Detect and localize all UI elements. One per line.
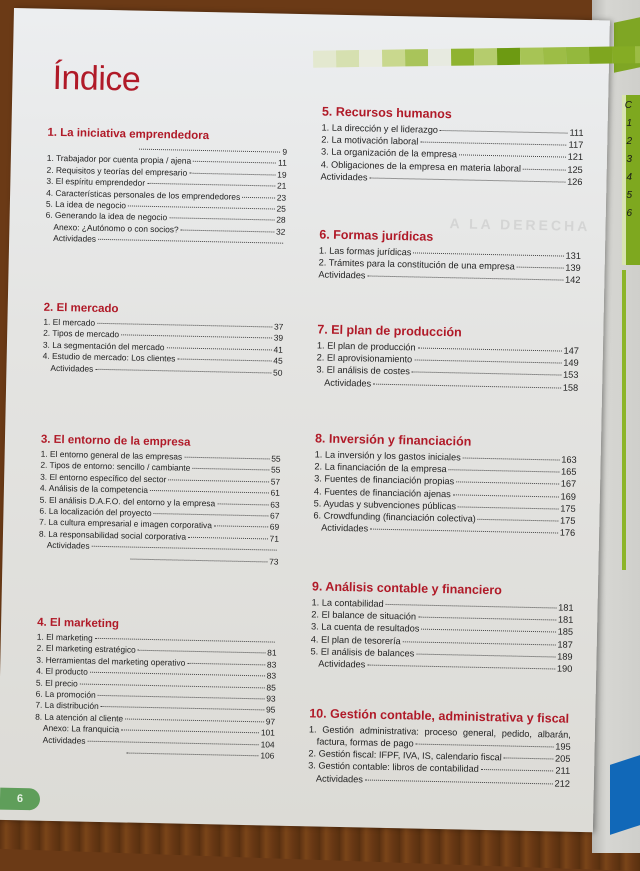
watermark-text: A LA DERECHA xyxy=(449,215,591,235)
green-decor-block xyxy=(614,17,640,73)
section-8 xyxy=(313,431,577,539)
decor-square xyxy=(543,47,566,64)
entry-page-number: 61 xyxy=(270,487,281,498)
dot-leader xyxy=(440,130,568,134)
entry-label: Anexo: ¿Autónomo o con socios? xyxy=(53,221,179,235)
entry-page-number: 121 xyxy=(567,152,584,163)
green-squares-decoration xyxy=(313,46,640,68)
dot-leader xyxy=(125,718,264,722)
dot-leader xyxy=(370,529,558,534)
section-2 xyxy=(42,302,283,379)
dot-leader xyxy=(92,546,277,551)
entry-label: 5. El análisis de balances xyxy=(310,646,415,659)
dot-leader xyxy=(478,519,558,522)
entry-label: 3. La organización de la empresa xyxy=(320,146,457,160)
entry-label: 7. La cultura empresarial e imagen corporativa xyxy=(39,517,213,531)
dot-leader xyxy=(412,372,561,376)
dot-leader xyxy=(416,653,555,657)
dot-leader xyxy=(463,457,560,460)
entry-page-number: 32 xyxy=(275,226,286,237)
entry-page-number: 41 xyxy=(273,344,284,355)
entry-page-number: 212 xyxy=(554,778,570,789)
dot-leader xyxy=(138,650,266,654)
entry-label: 1. El entorno general de las empresas xyxy=(40,448,183,462)
entry-label: Actividades xyxy=(50,362,94,374)
dot-leader xyxy=(121,730,259,734)
entry-label: 3. Fuentes de financiación propias xyxy=(314,473,455,487)
entry-label: 5. El precio xyxy=(35,677,78,689)
entry-page-number: 71 xyxy=(269,533,280,544)
entry-label: 4. Características personales de los emprendedores xyxy=(46,187,241,202)
entry-page-number: 73 xyxy=(269,556,279,567)
section-title[interactable]: 8. Inversión y financiación xyxy=(314,431,472,449)
dot-leader xyxy=(101,706,264,710)
index-page xyxy=(0,8,610,832)
entry-label: Actividades xyxy=(318,658,366,670)
facing-page-text: 6 xyxy=(626,208,632,219)
entry-label: 6. Generando la idea de negocio xyxy=(45,210,168,223)
dot-leader xyxy=(192,468,269,471)
entry-label: 1. La dirección y el liderazgo xyxy=(321,122,439,135)
entry-label: 2. El aprovisionamiento xyxy=(316,352,413,365)
entry-label: 1. El marketing xyxy=(36,631,93,643)
entry-page-number: 28 xyxy=(276,214,286,226)
entry-label: 4. Análisis de la competencia xyxy=(39,482,149,496)
entry-label: 8. La atención al cliente xyxy=(35,711,124,724)
dot-leader xyxy=(80,683,265,688)
entry-label: 4. Obligaciones de la empresa en materia laboral xyxy=(320,159,522,174)
page-title: Índice xyxy=(52,58,141,99)
entry-page-number: 139 xyxy=(565,262,581,274)
section-5 xyxy=(320,104,584,187)
entry-page-number: 158 xyxy=(562,382,579,393)
decor-square xyxy=(635,46,640,63)
index-entry-wrapped-line[interactable]: 1. Gestión administrativa: proceso general, pedido, albarán, xyxy=(308,724,572,740)
entry-page-number: 169 xyxy=(560,491,576,502)
section-3 xyxy=(38,434,281,568)
facing-page-text: 2 xyxy=(626,136,632,147)
dot-leader xyxy=(193,161,276,164)
entry-label: 6. Crowdfunding (financiación colectiva) xyxy=(313,510,476,524)
entry-page-number: 101 xyxy=(260,727,275,738)
entry-page-number: 163 xyxy=(561,454,577,465)
entry-label: 3. El espíritu emprendedor xyxy=(46,175,146,189)
entry-page-number: 83 xyxy=(266,659,277,670)
entry-label: 3. Gestión contable: libros de contabilidad xyxy=(308,760,479,775)
entry-label: 3. La segmentación del mercado xyxy=(42,339,165,353)
section-title[interactable]: 5. Recursos humanos xyxy=(321,104,452,122)
decor-square xyxy=(566,47,589,64)
section-title[interactable]: 3. El entorno de la empresa xyxy=(40,433,191,449)
page-number-tab: 6 xyxy=(0,788,40,811)
entry-page-number: 149 xyxy=(563,357,579,369)
dot-leader xyxy=(367,276,563,281)
entry-page-number: 106 xyxy=(260,750,275,761)
dot-leader xyxy=(413,252,563,256)
entry-page-number: 9 xyxy=(282,146,288,157)
dot-leader xyxy=(373,383,561,388)
dot-leader xyxy=(128,205,275,209)
dot-leader xyxy=(150,490,269,493)
entry-label: 1. El mercado xyxy=(43,316,96,328)
entry-page-number: 85 xyxy=(266,682,276,693)
entry-label: Actividades xyxy=(321,522,369,534)
entry-page-number: 39 xyxy=(273,332,284,344)
entry-page-number: 131 xyxy=(565,250,582,261)
dot-leader xyxy=(169,218,274,221)
entry-page-number: 126 xyxy=(567,176,583,187)
decor-square xyxy=(382,49,405,66)
entry-label: 2. Trámites para la constitución de una empresa xyxy=(318,257,515,272)
entry-page-number: 55 xyxy=(270,464,281,476)
entry-page-number: 69 xyxy=(269,521,280,533)
dot-leader xyxy=(523,168,565,170)
entry-label: Actividades xyxy=(53,233,97,245)
entry-label: 4. El plan de tesorería xyxy=(310,633,401,646)
dot-leader xyxy=(97,323,272,328)
entry-page-number: 81 xyxy=(267,647,277,659)
decor-square xyxy=(520,47,543,64)
section-10 xyxy=(308,706,572,789)
entry-page-number: 211 xyxy=(555,765,571,777)
decor-square xyxy=(497,48,520,65)
entry-label: 1. La inversión y los gastos iniciales xyxy=(314,449,461,463)
entry-label: 7. La distribución xyxy=(35,700,99,712)
entry-label: 2. Gestión fiscal: IFPF, IVA, IS, calendario fiscal xyxy=(308,748,502,763)
dot-leader xyxy=(168,479,268,482)
entry-label: Actividades xyxy=(46,540,90,551)
facing-page-text: C xyxy=(624,100,632,111)
entry-page-number: 67 xyxy=(269,510,280,521)
dot-leader xyxy=(420,142,566,146)
dot-leader xyxy=(95,638,275,643)
entry-page-number: 189 xyxy=(557,651,573,662)
entry-page-number: 55 xyxy=(271,453,281,464)
decor-square xyxy=(451,48,474,65)
entry-page-number: 21 xyxy=(276,180,287,191)
entry-page-number: 63 xyxy=(270,499,280,510)
entry-label: 1. El plan de producción xyxy=(316,340,416,353)
section-6 xyxy=(318,227,581,286)
dot-leader xyxy=(481,769,554,772)
section-title[interactable]: 6. Formas jurídicas xyxy=(319,227,434,244)
dot-leader xyxy=(242,196,275,198)
section-title[interactable]: 10. Gestión contable, administrativa y fiscal xyxy=(309,706,570,726)
entry-label: 2. Tipos de entorno: sencillo / cambiante xyxy=(40,460,191,474)
dot-leader xyxy=(177,359,271,362)
entry-page-number: 195 xyxy=(555,741,571,752)
entry-label: Anexo: La franquicia xyxy=(42,723,120,735)
section-title[interactable]: 4. El marketing xyxy=(37,616,120,631)
entry-page-number: 190 xyxy=(556,663,573,674)
entry-label: 1. Trabajador por cuenta propia / ajena xyxy=(46,153,192,167)
dot-leader xyxy=(130,558,267,562)
facing-page-text: 1 xyxy=(626,118,632,129)
entry-label: 4. Estudio de mercado: Los clientes xyxy=(42,350,176,364)
entry-label: 6. La localización del proyecto xyxy=(39,505,152,519)
entry-label: 4. Fuentes de financiación ajenas xyxy=(313,485,451,499)
dot-leader xyxy=(181,229,274,232)
entry-page-number: 95 xyxy=(265,704,276,716)
entry-page-number: 104 xyxy=(260,738,275,750)
decor-square xyxy=(612,46,635,63)
entry-label: 2. El balance de situación xyxy=(311,609,417,622)
decor-square xyxy=(405,49,428,66)
section-title[interactable]: 1. La iniciativa emprendedora xyxy=(47,126,210,143)
entry-page-number: 185 xyxy=(557,626,574,638)
dot-leader xyxy=(189,173,275,176)
dot-leader xyxy=(98,239,283,244)
entry-page-number: 175 xyxy=(560,503,576,514)
entry-page-number: 37 xyxy=(273,321,284,332)
section-7 xyxy=(316,322,579,393)
entry-page-number: 125 xyxy=(567,164,583,175)
entry-label: factura, formas de pago xyxy=(316,736,414,749)
entry-label: 1. La contabilidad xyxy=(311,597,384,609)
facing-page-text: 4 xyxy=(626,172,632,183)
dot-leader xyxy=(517,267,564,269)
entry-label: 3. El entorno específico del sector xyxy=(40,471,167,485)
dot-leader xyxy=(121,335,272,339)
entry-page-number: 23 xyxy=(276,192,287,203)
decor-square xyxy=(336,50,359,67)
section-1 xyxy=(45,127,287,250)
entry-page-number: 205 xyxy=(554,753,571,765)
entry-page-number: 45 xyxy=(273,355,283,366)
dot-leader xyxy=(458,506,558,509)
dot-leader xyxy=(453,494,559,497)
entry-label: Actividades xyxy=(318,269,366,281)
dot-leader xyxy=(154,513,268,516)
dot-leader xyxy=(90,672,265,677)
entry-page-number: 11 xyxy=(278,157,287,169)
dot-leader xyxy=(126,753,258,757)
green-outline-panel xyxy=(622,270,640,570)
entry-page-number: 181 xyxy=(557,614,574,626)
entry-page-number: 167 xyxy=(560,478,577,490)
entry-page-number: 176 xyxy=(559,527,576,539)
dot-leader xyxy=(217,503,268,505)
blue-decor-block xyxy=(610,755,640,835)
entry-page-number: 50 xyxy=(272,367,283,378)
dot-leader xyxy=(147,183,275,187)
entry-page-number: 187 xyxy=(557,639,573,650)
dot-leader xyxy=(418,348,562,352)
entry-page-number: 165 xyxy=(560,466,577,478)
entry-page-number: 153 xyxy=(562,369,579,381)
entry-page-number: 181 xyxy=(558,602,574,613)
entry-label: 5. El análisis D.A.F.O. del entorno y la empresa xyxy=(39,494,216,508)
entry-page-number: 175 xyxy=(559,515,576,526)
dot-leader xyxy=(98,695,265,699)
decor-square xyxy=(313,50,336,67)
dot-leader xyxy=(139,149,280,153)
dot-leader xyxy=(418,617,556,621)
dot-leader xyxy=(187,663,265,666)
dot-leader xyxy=(369,177,565,182)
section-title[interactable]: 2. El mercado xyxy=(43,301,119,316)
decor-square xyxy=(359,50,382,67)
entry-label: 1. Las formas jurídicas xyxy=(318,245,412,258)
facing-page-text: 3 xyxy=(626,154,632,165)
dot-leader xyxy=(87,740,258,745)
entry-label: 6. La promoción xyxy=(35,688,96,700)
entry-label: Actividades xyxy=(320,171,368,183)
entry-page-number: 117 xyxy=(568,139,584,151)
decor-square xyxy=(589,47,612,64)
entry-label: 2. Tipos de mercado xyxy=(43,328,120,340)
entry-label: 2. Requisitos y teorías del empresario xyxy=(46,164,188,178)
dot-leader xyxy=(403,641,556,645)
dot-leader xyxy=(367,665,555,670)
dot-leader xyxy=(449,469,559,472)
entry-label: 3. El análisis de costes xyxy=(316,364,411,377)
entry-page-number: 97 xyxy=(265,716,276,727)
facing-page-text: 5 xyxy=(626,190,632,201)
entry-page-number: 83 xyxy=(266,670,277,681)
dot-leader xyxy=(459,155,566,158)
entry-label: 4. El producto xyxy=(36,665,88,677)
dot-leader xyxy=(214,526,268,528)
entry-label: 5. La idea de negocio xyxy=(45,198,127,211)
entry-page-number: 25 xyxy=(276,203,286,214)
dot-leader xyxy=(386,604,557,609)
dot-leader xyxy=(416,744,554,748)
entry-page-number: 147 xyxy=(563,345,580,356)
entry-page-number: 19 xyxy=(277,169,287,180)
entry-label: Actividades xyxy=(324,377,372,389)
dot-leader xyxy=(166,347,271,350)
dot-leader xyxy=(456,482,559,485)
section-title[interactable]: 7. El plan de producción xyxy=(317,322,462,340)
entry-label: 2. La financiación de la empresa xyxy=(314,461,447,475)
entry-page-number: 57 xyxy=(270,476,281,487)
entry-label: 5. Ayudas y subvenciones públicas xyxy=(313,498,457,512)
dot-leader xyxy=(95,368,271,373)
entry-label: Actividades xyxy=(315,773,364,785)
entry-page-number: 111 xyxy=(569,127,584,138)
dot-leader xyxy=(365,779,553,784)
entry-label: 3. Herramientas del marketing operativo xyxy=(36,654,186,668)
decor-square xyxy=(428,49,451,66)
decor-square xyxy=(474,48,497,65)
section-4 xyxy=(34,617,277,762)
entry-label: 8. La responsabilidad social corporativa xyxy=(38,528,187,542)
entry-page-number: 142 xyxy=(564,275,581,286)
entry-page-number: 93 xyxy=(266,693,276,704)
entry-label: Actividades xyxy=(42,734,86,746)
section-9 xyxy=(310,579,574,675)
dot-leader xyxy=(184,457,269,460)
dot-leader xyxy=(504,758,553,760)
dot-leader xyxy=(414,360,561,364)
entry-label: 3. La cuenta de resultados xyxy=(311,621,420,635)
dot-leader xyxy=(421,629,555,633)
dot-leader xyxy=(188,537,268,540)
section-title[interactable]: 9. Análisis contable y financiero xyxy=(311,579,502,598)
entry-label: 2. El marketing estratégico xyxy=(36,643,136,656)
entry-label: 2. La motivación laboral xyxy=(321,134,419,147)
